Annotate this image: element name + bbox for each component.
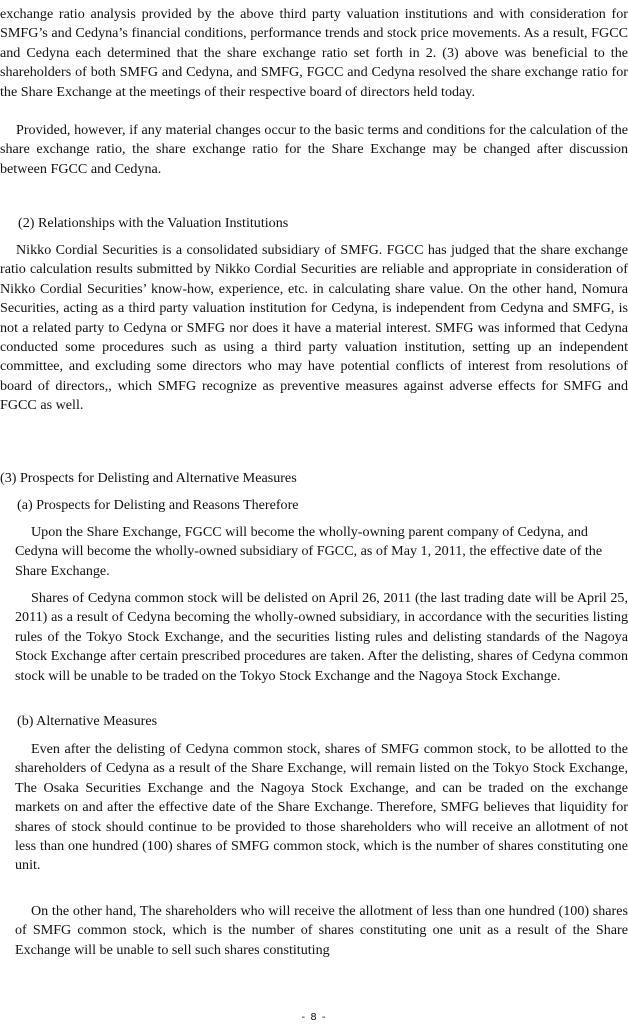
page-number: - 8 - [301,1012,327,1023]
paragraph-less-than-one-unit: On the other hand, The shareholders who will receive the allotment of less than one hundred (100) shares of SMFG common stock, which is the number of shares constituting one unit as a result of the Share Exchange will be unable to sell such shares constituting [15,903,628,958]
subsection-heading-alternative-measures: (b) Alternative Measures [17,713,158,729]
paragraph-delisting-schedule: Shares of Cedyna common stock will be delisted on April 26, 2011 (the last trading date will be April 25, 2011) as a result of Cedyna becoming the wholly-owned subsidiary, in accordance with the securities listing rules of the Tokyo Stock Exchange, and the securities listing rules and delisting standards of the Nagoya Stock Exchange after certain prescribed procedures are taken. After the delisting, shares of Cedyna common stock will be unable to be traded on the Tokyo Stock Exchange and the Nagoya Stock Exchange. [15,590,628,684]
subsection-heading-delisting-prospects: (a) Prospects for Delisting and Reasons Therefore [17,497,299,513]
paragraph-ratio-determination: exchange ratio analysis provided by the above third party valuation institutions and with consideration for SMFG’s and Cedyna’s financial conditions, performance trends and stock price movements. As a result, FGCC and Cedyna each determined that the share exchange ratio set forth in 2. (3) above was beneficial to the shareholders of both SMFG and Cedyna, and SMFG, FGCC and Cedyna resolved the share exchange ratio for the Share Exchange at the meetings of their respective board of directors held today. [0,6,628,100]
paragraph-wholly-owning-parent: Upon the Share Exchange, FGCC will become the wholly-owning parent company of Cedyna, and Cedyna will become the wholly-owned subsidiary of FGCC, as of May 1, 2011, the effective date of the Share Exchange. [15,524,603,579]
paragraph-ratio-change-proviso: Provided, however, if any material changes occur to the basic terms and conditions for the calculation of the share exchange ratio, the share exchange ratio for the Share Exchange may be changed after discussion between FGCC and Cedyna. [0,122,628,177]
paragraph-smfg-liquidity: Even after the delisting of Cedyna common stock, shares of SMFG common stock, to be allotted to the shareholders of Cedyna as a result of the Share Exchange, will remain listed on the Tokyo Stock Exchange, The Osaka Securities Exchange and the Nagoya Stock Exchange, and can be traded on the exchange markets on and after the effective date of the Share Exchange. Therefore, SMFG believes that liquidity for shares of stock should continue to be provided to those shareholders who will receive an allotment of not less than one hundred (100) shares of SMFG common stock, which is the number of shares constituting one unit. [15,741,628,874]
section-heading-delisting: (3) Prospects for Delisting and Alternative Measures [0,470,297,486]
section-heading-valuation-relationships: (2) Relationships with the Valuation Institutions [18,215,289,231]
paragraph-valuation-relationships: Nikko Cordial Securities is a consolidated subsidiary of SMFG. FGCC has judged that the share exchange ratio calculation results submitted by Nikko Cordial Securities are reliable and appropriate in consideration of Nikko Cordial Securities’ know-how, experience, etc. in calculating share value. On the other hand, Nomura Securities, acting as a third party valuation institution for Cedyna, is independent from Cedyna and SMFG, is not a related party to Cedyna or SMFG nor does it have a material interest. SMFG was informed that Cedyna conducted some procedures such as using a third party valuation institution, setting up an independent committee, and excluding some directors who may have potential conflicts of interest from resolutions of board of directors,, which SMFG recognize as preventive measures against adverse effects for SMFG and FGCC as well. [0,242,628,414]
